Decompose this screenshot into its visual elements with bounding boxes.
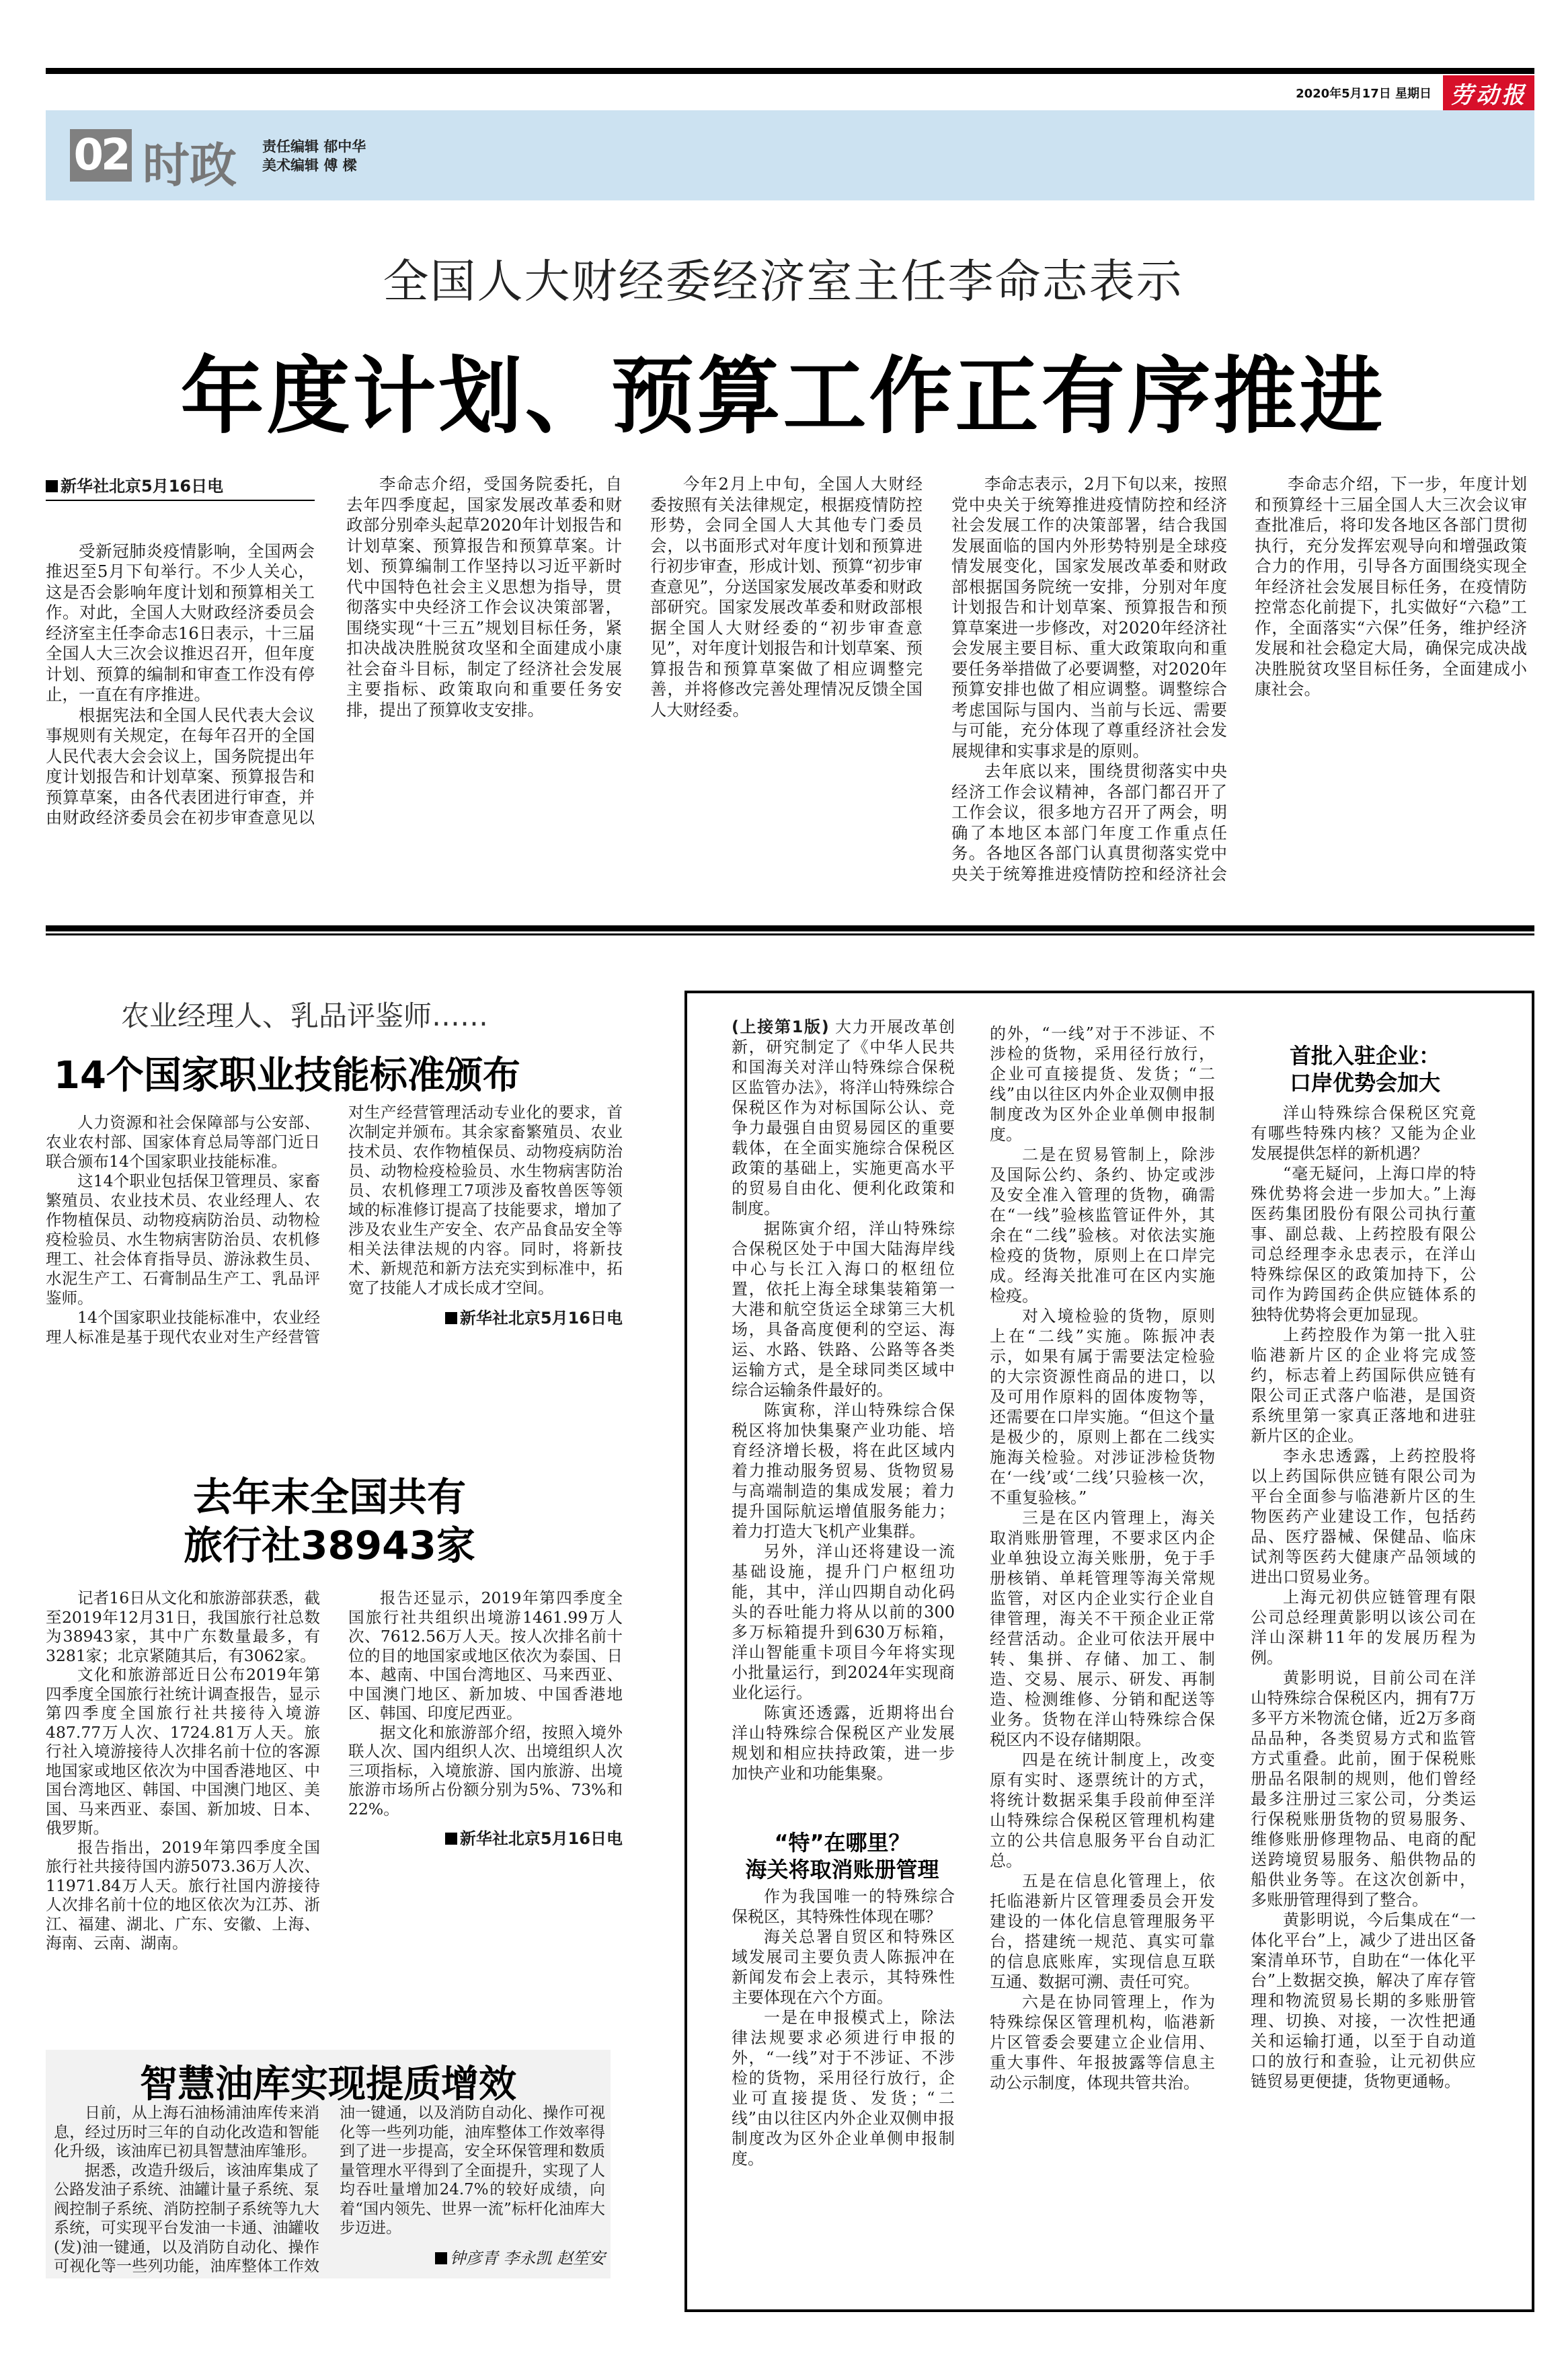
yangshan-paragraph: 四是在统计制度上，改变原有实时、逐票统计的方式，将统计数据采集手段前伸至洋山特殊综合保税区管理机构建立的公共信息服务平台自动汇总。 <box>990 1751 1215 1870</box>
masthead-top-rule <box>46 68 1534 74</box>
yangshan-column-2 <box>990 1024 1215 2295</box>
lead-paragraph: 今年2月上中旬，全国人大财经委按照有关法律规定，根据疫情防控形势，会同全国人大其他专门委员会，以书面形式对年度计划和预算进行初步审查，形成计划、预算“初步审查意见”，分送国家发展改革委和财政部研究。国家发展改革委和财政部根据全国人大财经委的“初步审查意见”，对年度计划报告和计划草案、预算报告和预算草案做了相应调整完善，并将修改完善处理情况反馈全国人大财经委。 <box>650 474 923 720</box>
newspaper-logo[interactable]: 劳动报 <box>1443 75 1534 110</box>
lead-headline[interactable]: 年度计划、预算工作正有序推进 <box>180 348 1386 445</box>
skills-paragraph: 人力资源和社会保障部与公安部、农业农村部、国家体育总局等部门近日联合颁布14个国家职业技能标准。 <box>46 1113 320 1171</box>
square-bullet-icon <box>435 2252 447 2264</box>
skills-signature: 新华社北京5月16日电 <box>348 1305 623 1328</box>
yangshan-paragraph: 作为我国唯一的特殊综合保税区，其特殊性体现在哪？ <box>732 1887 955 1926</box>
lead-column-4 <box>951 474 1227 884</box>
yangshan-paragraph: 另外，洋山还将建设一流基础设施，提升门户枢纽功能，其中，洋山四期自动化码头的吞吐能力将从以前的300多万标箱提升到630万标箱，洋山智能重卡项目今年将实现小批量运行，到2024年实现商业化运行。 <box>732 1542 955 1702</box>
yangshan-paragraph: 三是在区内管理上，海关取消账册管理，不要求区内企业单独设立海关账册，免于手册核销、单耗管理等海关常规监管，对区内企业实行企业自律管理，海关不干预企业正常经营活动。企业可依法开展中转、集拼、存储、加工、制造、交易、展示、研发、再制造、检测维修、分销和配送等业务。货物在洋山特殊综合保税区内不设存储期限。 <box>990 1508 1215 1749</box>
yangshan-subhead-b: “特”在哪里？ 海关将取消账册管理 <box>745 1830 939 1882</box>
travel-paragraph: 报告还显示，2019年第四季度全国旅行社共组织出境游1461.99万人次、7612.56万人天。按人次排名前十位的目的地国家或地区依次为泰国、日本、越南、中国台湾地区、马来西亚、中国澳门地区、新加坡、中国香港地区、韩国、印度尼西亚。 <box>348 1588 623 1722</box>
lead-column-2 <box>346 474 622 884</box>
skills-headline[interactable]: 14个国家职业技能标准颁布 <box>54 1054 520 1098</box>
lead-column-3 <box>650 474 923 884</box>
issue-date: 2020年5月17日 星期日 <box>1296 87 1432 101</box>
oil-headline[interactable]: 智慧油库实现提质增效 <box>140 2063 516 2106</box>
art-editor: 美术编辑 傅 樑 <box>262 157 357 174</box>
responsible-editor: 责任编辑 郁中华 <box>262 139 366 155</box>
travel-column-2 <box>348 1588 623 1849</box>
skills-paragraph-continued: 对生产经营管理活动专业化的要求，首次制定并颁布。其余家畜繁殖员、农业技术员、农作物植保员、动物疫病防治员、动物检疫检验员、水生物病害防治员、农机修理工7项涉及畜牧兽医等领域的标准修订提高了技能要求，增加了涉及农业生产安全、农产品食品安全等相关法律法规的内容。同时，将新技术、新规范和新方法充实到标准中，拓宽了技能人才成长成才空间。 <box>348 1103 623 1297</box>
skills-column-1 <box>46 1113 320 1449</box>
section-title: 时政 <box>143 138 237 193</box>
yangshan-column-1b <box>732 1886 955 2290</box>
yangshan-paragraph: 洋山特殊综合保税区究竟有哪些特殊内核？又能为企业发展提供怎样的新机遇？ <box>1251 1104 1476 1163</box>
yangshan-paragraph: 对入境检验的货物，原则上在“二线”实施。陈振冲表示，如果有属于需要法定检验的大宗资源性商品的进口，以及可用作原料的固体废物等，还需要在口岸实施。“但这个量是极少的，原则上都在二线实施海关检验。对涉证涉检货物在‘一线’或‘二线’只验核一次，不重复验核。” <box>990 1307 1215 1507</box>
yangshan-subhead-c: 首批入驻企业： 口岸优势会加大 <box>1289 1043 1440 1096</box>
yangshan-column-3 <box>1251 1103 1476 2300</box>
travel-paragraph: 记者16日从文化和旅游部获悉，截至2019年12月31日，我国旅行社总数为38943家，其中广东数量最多，有3281家；北京紧随其后，有3062家。 <box>46 1588 320 1665</box>
editor-credits <box>262 137 366 175</box>
yangshan-paragraph-continued: 的外，“一线”对于不涉证、不涉检的货物，采用径行放行，企业可直接提货、发货；“二线”由以往区内外企业双侧申报制度改为区外企业单侧申报制度。 <box>990 1024 1215 1144</box>
travel-signature: 新华社北京5月16日电 <box>348 1825 623 1849</box>
lead-paragraph: 李命志表示，2月下旬以来，按照党中央关于统筹推进疫情防控和经济社会发展工作的决策部署，结合我国发展面临的国内外形势特别是全球疫情发展变化，国家发展改革委和财政部根据国务院统一安排，分别对年度计划报告和计划草案、预算报告和预算草案进一步修改，对2020年经济社会发展主要目标、重大政策取向和重要任务举措做了必要调整，对2020年预算安排也做了相应调整。调整综合考虑国际与国内、当前与长远、需要与可能，充分体现了尊重经济社会发展规律和实事求是的原则。 <box>951 474 1227 761</box>
lead-paragraph: 受新冠肺炎疫情影响，全国两会推迟至5月下旬举行。不少人关心，这是否会影响年度计划和预算相关工作。对此，全国人大财政经济委员会经济室主任李命志16日表示，十三届全国人大三次会议推迟召开，但年度计划、预算的编制和审查工作没有停止，一直在有序推进。 <box>46 541 315 704</box>
lead-dateline: 新华社北京5月16日电 <box>46 476 315 501</box>
oil-paragraph: 据悉，改造升级后，该油库集成了公路发油子系统、油罐计量子系统、泵阀控制子系统、消防控制子系统等九大系统，可实现平台发油一卡通、油罐收(发)油一键通，以及消防自动化、操作可视化等一些列功能，油库整体工作效 <box>54 2161 319 2275</box>
yangshan-paragraph: 海关总署自贸区和特殊区域发展司主要负责人陈振冲在新闻发布会上表示，其特殊性主要体现在六个方面。 <box>732 1927 955 2007</box>
skills-kicker: 农业经理人、乳品评鉴师…… <box>121 999 489 1032</box>
yangshan-paragraph: 一是在申报模式上，除法律法规要求必须进行申报的外，“一线”对于不涉证、不涉检的货物，采用径行放行，企业可直接提货、发货；“二线”由以往区内外企业双侧申报制度改为区外企业单侧申报制度。 <box>732 2008 955 2168</box>
lead-paragraph: 李命志介绍，受国务院委托，自去年四季度起，国家发展改革委和财政部分别牵头起草2020年计划报告和计划草案、预算报告和预算草案。计划、预算编制工作坚持以习近平新时代中国特色社会主义思想为指导，贯彻落实中央经济工作会议决策部署，围绕实现“十三五”规划目标任务，紧扣决战决胜脱贫攻坚和全面建成小康社会奋斗目标，制定了经济社会发展主要指标、政策取向和重要任务安排，提出了预算收支安排。 <box>346 474 622 720</box>
lead-paragraph: 李命志介绍，下一步，年度计划和预算经十三届全国人大三次会议审查批准后，将印发各地区各部门贯彻执行，充分发挥宏观导向和增强政策合力的作用，引导各方面围绕实现全年经济社会发展目标任务，在疫情防控常态化前提下，扎实做好“六稳”工作，全面落实“六保”任务，维护经济发展和社会稳定大局，确保完成决战决胜脱贫攻坚目标任务，全面建成小康社会。 <box>1255 474 1527 699</box>
oil-column-1 <box>54 2104 319 2276</box>
square-bullet-icon <box>46 480 58 492</box>
oil-signature: 钟彦青 李永凯 赵笙安 <box>340 2245 605 2268</box>
yangshan-paragraph: 二是在贸易管制上，除涉及国际公约、条约、协定或涉及安全准入管理的货物，确需在“一线”验核监管证件外，其余在“二线”验核。对依法实施检疫的货物，原则上在口岸完成。经海关批准可在区内实施检疫。 <box>990 1145 1215 1305</box>
lead-column-1 <box>46 476 315 829</box>
oil-paragraph-continued: 油一键通，以及消防自动化、操作可视化等一些列功能，油库整体工作效率得到了进一步提高，安全环保管理和数质量管理水平得到了全面提升，实现了人均吞吐量增加24.7%的较好成绩，向着“国内领先、世界一流”标杆化油库大步迈进。 <box>340 2104 605 2237</box>
yangshan-paragraph: 黄影明说，今后集成在“一体化平台”上，减少了进出区备案清单环节，自助在“一体化平台”上数据交换，解决了库存管理和物流贸易长期的多账册管理、切换、对接，一次性把通关和运输打通，以至于自动道口的放行和查验，让元初供应链贸易更便捷，货物更通畅。 <box>1251 1911 1476 2091</box>
square-bullet-icon <box>445 1833 457 1845</box>
yangshan-paragraph: 五是在信息化管理上，依托临港新片区管理委员会开发建设的一体化信息管理服务平台，搭建统一规范、真实可靠的信息底账库，实现信息互联互通、数据可溯、责任可究。 <box>990 1872 1215 1991</box>
skills-column-2 <box>348 1103 623 1328</box>
lead-kicker: 全国人大财经委经济室主任李命志表示 <box>383 256 1183 309</box>
section-divider <box>46 925 1534 931</box>
yangshan-paragraph: 黄影明说，目前公司在洋山特殊综合保税区内，拥有7万多平方米物流仓储，近2万多商品品种，各类贸易方式和监管方式重叠。此前，囿于保税账册品名限制的规则，他们曾经最多注册过三家公司，分类运行保税账册货物的贸易服务、维修账册修理物品、电商的配送跨境贸易服务、船供物品的船供业务等。在这次创新中，多账册管理得到了整合。 <box>1251 1668 1476 1909</box>
yangshan-paragraph: 陈寅还透露，近期将出台洋山特殊综合保税区产业发展规划和相应扶持政策，进一步加快产业和功能集聚。 <box>732 1703 955 1783</box>
yangshan-paragraph: 陈寅称，洋山特殊综合保税区将加快集聚产业功能、培育经济增长极，将在此区域内着力推动服务贸易、货物贸易与高端制造的集成发展；着力提升国际航运增值服务能力；着力打造大飞机产业集群。 <box>732 1401 955 1541</box>
continued-label: (上接第1版) <box>732 1018 829 1036</box>
travel-headline[interactable]: 去年末全国共有 旅行社38943家 <box>184 1474 475 1568</box>
lead-column-5 <box>1255 474 1527 884</box>
travel-paragraph: 报告指出，2019年第四季度全国旅行社共接待国内游5073.36万人次、11971.84万人天。旅行社国内游接待人次排名前十位的地区依次为江苏、浙江、福建、湖北、广东、安徽、上海、海南、云南、湖南。 <box>46 1837 320 1952</box>
skills-paragraph: 14个国家职业技能标准中，农业经理人标准是基于现代农业对生产经营管 <box>46 1308 320 1346</box>
lead-paragraph: 根据宪法和全国人民代表大会议事规则有关规定，在每年召开的全国人民代表大会会议上，国务院提出年度计划报告和计划草案、预算报告和预算草案，由各代表团进行审查，并由财政经济委员会在初步审查意见以 <box>46 705 315 827</box>
square-bullet-icon <box>445 1312 457 1324</box>
yangshan-paragraph: (上接第1版) 大力开展改革创新，研究制定了《中华人民共和国海关对洋山特殊综合保税区监管办法》，将洋山特殊综合保税区作为对标国际公认、竞争力最强自由贸易园区的重要载体，在全面实施综合保税区政策的基础上，实施更高水平的贸易自由化、便利化政策和制度。 <box>732 1018 955 1218</box>
page-number: 02 <box>70 129 132 182</box>
yangshan-paragraph: 李永忠透露，上药控股将以上药国际供应链有限公司为平台全面参与临港新片区的生物医药产业建设工作，包括药品、医疗器械、保健品、临床试剂等医药大健康产品领域的进出口贸易业务。 <box>1251 1447 1476 1586</box>
travel-column-1 <box>46 1588 320 2029</box>
skills-paragraph: 这14个职业包括保卫管理员、家畜繁殖员、农业技术员、农业经理人、农作物植保员、动物疫病防治员、动物检疫检验员、水生物病害防治员、农机修理工、社会体育指导员、游泳救生员、水泥生产工、石膏制品生产工、乳品评鉴师。 <box>46 1172 320 1307</box>
section-divider-thin <box>46 933 1534 935</box>
yangshan-paragraph: 上药控股作为第一批入驻临港新片区的企业将完成签约，标志着上药国际供应链有限公司正式落户临港，是国资系统里第一家真正落地和进驻新片区的企业。 <box>1251 1326 1476 1445</box>
yangshan-paragraph: 六是在协同管理上，作为特殊综保区管理机构，临港新片区管委会要建立企业信用、重大事件、年报披露等信息主动公示制度，体现共管共治。 <box>990 1993 1215 2092</box>
yangshan-column-1 <box>732 1017 955 1804</box>
oil-column-2 <box>340 2104 605 2268</box>
lead-paragraph: 去年底以来，围绕贯彻落实中央经济工作会议精神，各部门都召开了工作会议，很多地方召开了两会，明确了本地区本部门年度工作重点任务。各地区各部门认真贯彻落实党中央关于统筹推进疫情防控和经济社会 <box>951 761 1227 884</box>
yangshan-paragraph: “毫无疑问，上海口岸的特殊优势将会进一步加大。”上海医药集团股份有限公司执行董事、副总裁、上药控股有限公司总经理李永忠表示，在洋山特殊综保区的政策加持下，公司作为跨国药企供应链体系的独特优势将会更加显现。 <box>1251 1164 1476 1324</box>
travel-paragraph: 文化和旅游部近日公布2019年第四季度全国旅行社统计调查报告，显示第四季度全国旅行社共接待入境游487.77万人次、1724.81万人天。旅行社入境游接待人次排名前十位的客源地国家或地区依次为中国香港地区、中国台湾地区、韩国、中国澳门地区、美国、马来西亚、泰国、新加坡、日本、俄罗斯。 <box>46 1665 320 1837</box>
travel-paragraph: 据文化和旅游部介绍，按照入境外联人次、国内组织人次、出境组织人次三项指标，入境旅游、国内旅游、出境旅游市场所占份额分别为5%、73%和22%。 <box>348 1722 623 1818</box>
yangshan-paragraph: 上海元初供应链管理有限公司总经理黄影明以该公司在洋山深耕11年的发展历程为例。 <box>1251 1588 1476 1667</box>
yangshan-paragraph: 据陈寅介绍，洋山特殊综合保税区处于中国大陆海岸线中心与长江入海口的枢纽位置，依托上海全球集装箱第一大港和航空货运全球第三大机场，具备高度便利的空运、海运、水路、铁路、公路等各类运输方式，是全球同类区域中综合运输条件最好的。 <box>732 1219 955 1399</box>
oil-paragraph: 日前，从上海石油杨浦油库传来消息，经过历时三年的自动化改造和智能化升级，该油库已初具智慧油库雏形。 <box>54 2104 319 2160</box>
